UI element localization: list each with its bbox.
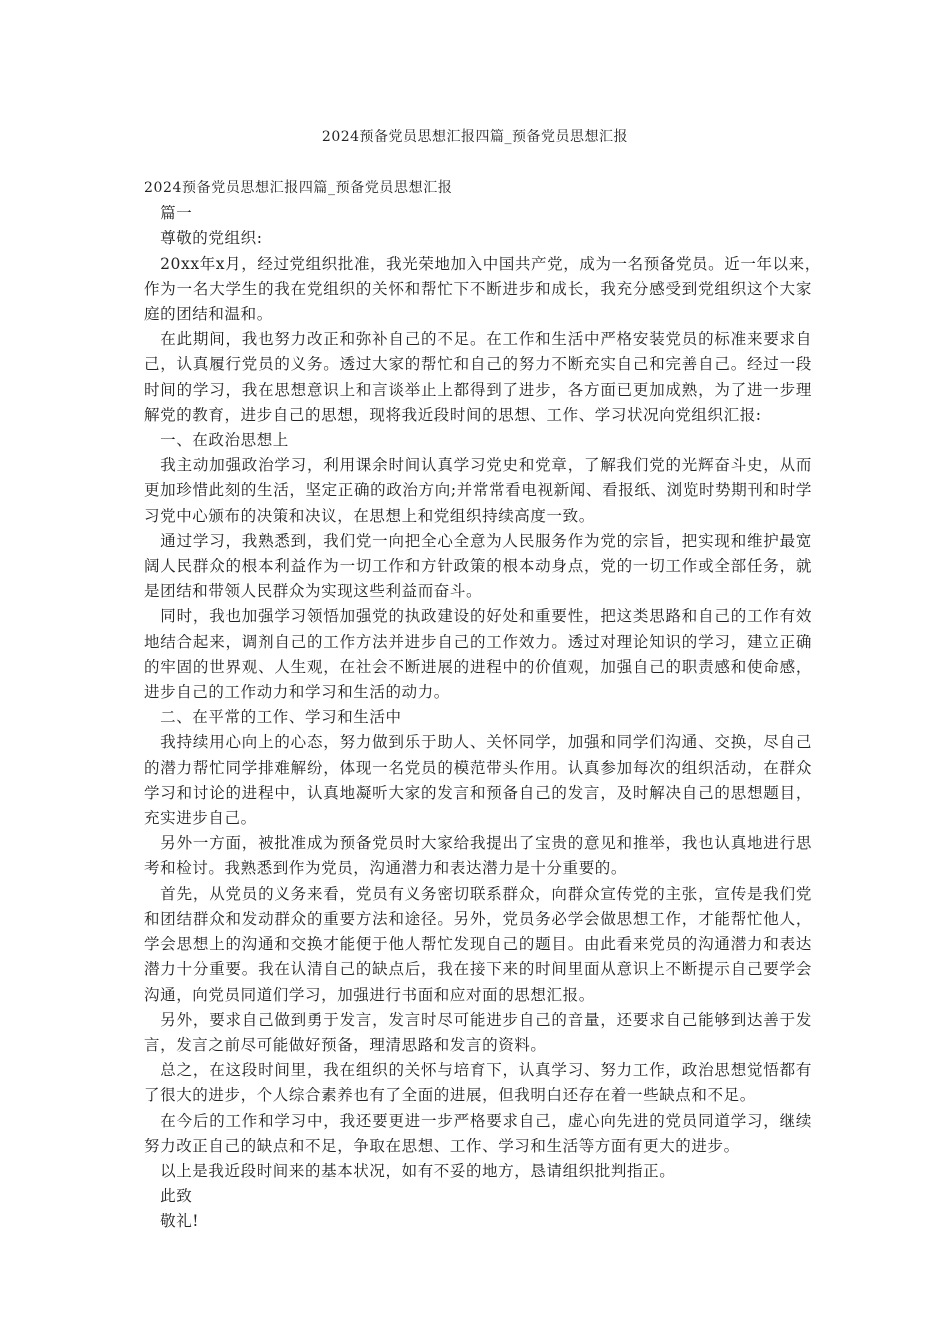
- text-line: 学习和讨论的进程中，认真地凝听大家的发言和预备自己的发言，及时解决自己的思想题目，: [144, 783, 812, 802]
- document-heading: 2024预备党员思想汇报四篇_预备党员思想汇报: [144, 180, 453, 196]
- text-line: 的潜力帮忙同学排难解纷，体现一名党员的模范带头作用。认真参加每次的组织活动，在群众: [144, 758, 812, 777]
- text-line: 在此期间，我也努力改正和弥补自己的不足。在工作和生活中严格安装党员的标准来要求自: [144, 330, 812, 349]
- text-line: 努力改正自己的缺点和不足，争取在思想、工作、学习和生活等方面有更大的进步。: [144, 1136, 740, 1155]
- text-line: 作为一名大学生的我在党组织的关怀和帮忙下不断进步和成长，我充分感受到党组织这个大家: [144, 279, 812, 298]
- text-line: 阔人民群众的根本利益作为一切工作和方针政策的根本动身点，党的一切工作或全部任务，就: [144, 557, 812, 576]
- text-line: 的牢固的世界观、人生观，在社会不断进展的进程中的价值观，加强自己的职责感和使命感，: [144, 657, 812, 676]
- text-line: 己，认真履行党员的义务。透过大家的帮忙和自己的努力不断充实自己和完善自己。经过一段: [144, 355, 812, 374]
- text-line: 庭的团结和温和。: [144, 305, 273, 324]
- text-line: 习党中心颁布的决策和决议，在思想上和党组织持续高度一致。: [144, 506, 595, 525]
- text-line: 20xx年x月，经过党组织批准，我光荣地加入中国共产党，成为一名预备党员。近一年以来，: [144, 254, 821, 273]
- text-line: 同时，我也加强学习领悟加强党的执政建设的好处和重要性，把这类思路和自己的工作有效: [144, 607, 812, 626]
- text-line: 我主动加强政治学习，利用课余时间认真学习党史和党章，了解我们党的光辉奋斗史，从而: [144, 456, 812, 475]
- text-line: 另外，要求自己做到勇于发言，发言时尽可能进步自己的音量，还要求自己能够到达善于发: [144, 1010, 812, 1029]
- text-line: 是团结和带领人民群众为实现这些利益而奋斗。: [144, 582, 483, 601]
- text-line: 和团结群众和发动群众的重要方法和途径。另外，党员务必学会做思想工作，才能帮忙他人，: [144, 909, 812, 928]
- text-line: 在今后的工作和学习中，我还要更进一步严格要求自己，虚心向先进的党员同道学习，继续: [144, 1111, 812, 1130]
- text-line: 篇一: [144, 204, 193, 223]
- text-line: 潜力十分重要。我在认清自己的缺点后，我在接下来的时间里面从意识上不断提示自己要学会: [144, 960, 812, 979]
- text-line: 解党的教育，进步自己的思想，现将我近段时间的思想、工作、学习状况向党组织汇报:: [144, 405, 762, 424]
- text-line: 沟通，向党员同道们学习，加强进行书面和应对面的思想汇报。: [144, 985, 595, 1004]
- document-body: [144, 176, 821, 1235]
- text-line: 尊敬的党组织:: [144, 229, 263, 248]
- text-line: 此致: [144, 1187, 193, 1206]
- text-line: 另外一方面，被批准成为预备党员时大家给我提出了宝贵的意见和推举，我也认真地进行思: [144, 834, 812, 853]
- text-line: 充实进步自己。: [144, 809, 257, 828]
- text-line: 考和检讨。我熟悉到作为党员，沟通潜力和表达潜力是十分重要的。: [144, 859, 628, 878]
- text-line: 地结合起来，调剂自己的工作方法并进步自己的工作效力。透过对理论知识的学习，建立正确: [144, 632, 812, 651]
- page-title: 2024预备党员思想汇报四篇_预备党员思想汇报: [321, 129, 629, 145]
- text-line: 总之，在这段时间里，我在组织的关怀与培育下，认真学习、努力工作，政治思想觉悟都有: [144, 1061, 812, 1080]
- text-line: 通过学习，我熟悉到，我们党一向把全心全意为人民服务作为党的宗旨，把实现和维护最宽: [144, 531, 812, 550]
- text-line: 学会思想上的沟通和交换才能便于他人帮忙发现自己的题目。由此看来党员的沟通潜力和表达: [144, 935, 812, 954]
- text-line: 时间的学习，我在思想意识上和言谈举止上都得到了进步，各方面已更加成熟，为了进一步理: [144, 380, 812, 399]
- text-line: 了很大的进步，个人综合素养也有了全面的进展，但我明白还存在着一些缺点和不足。: [144, 1086, 756, 1105]
- text-line: 更加珍惜此刻的生活，坚定正确的政治方向;并常常看电视新闻、看报纸、浏览时势期刊和时学: [144, 481, 812, 500]
- text-line: 言，发言之前尽可能做好预备，理清思路和发言的资料。: [144, 1035, 547, 1054]
- text-line: 我持续用心向上的心态，努力做到乐于助人、关怀同学，加强和同学们沟通、交换，尽自己: [144, 733, 812, 752]
- text-line: 以上是我近段时间来的基本状况，如有不妥的地方，恳请组织批判指正。: [144, 1161, 676, 1180]
- text-line: 二、在平常的工作、学习和生活中: [144, 708, 402, 727]
- text-line: 敬礼!: [144, 1212, 200, 1231]
- text-line: 首先，从党员的义务来看，党员有义务密切联系群众，向群众宣传党的主张，宣传是我们党: [144, 884, 812, 903]
- text-line: 进步自己的工作动力和学习和生活的动力。: [144, 683, 450, 702]
- text-line: 一、在政治思想上: [144, 431, 289, 450]
